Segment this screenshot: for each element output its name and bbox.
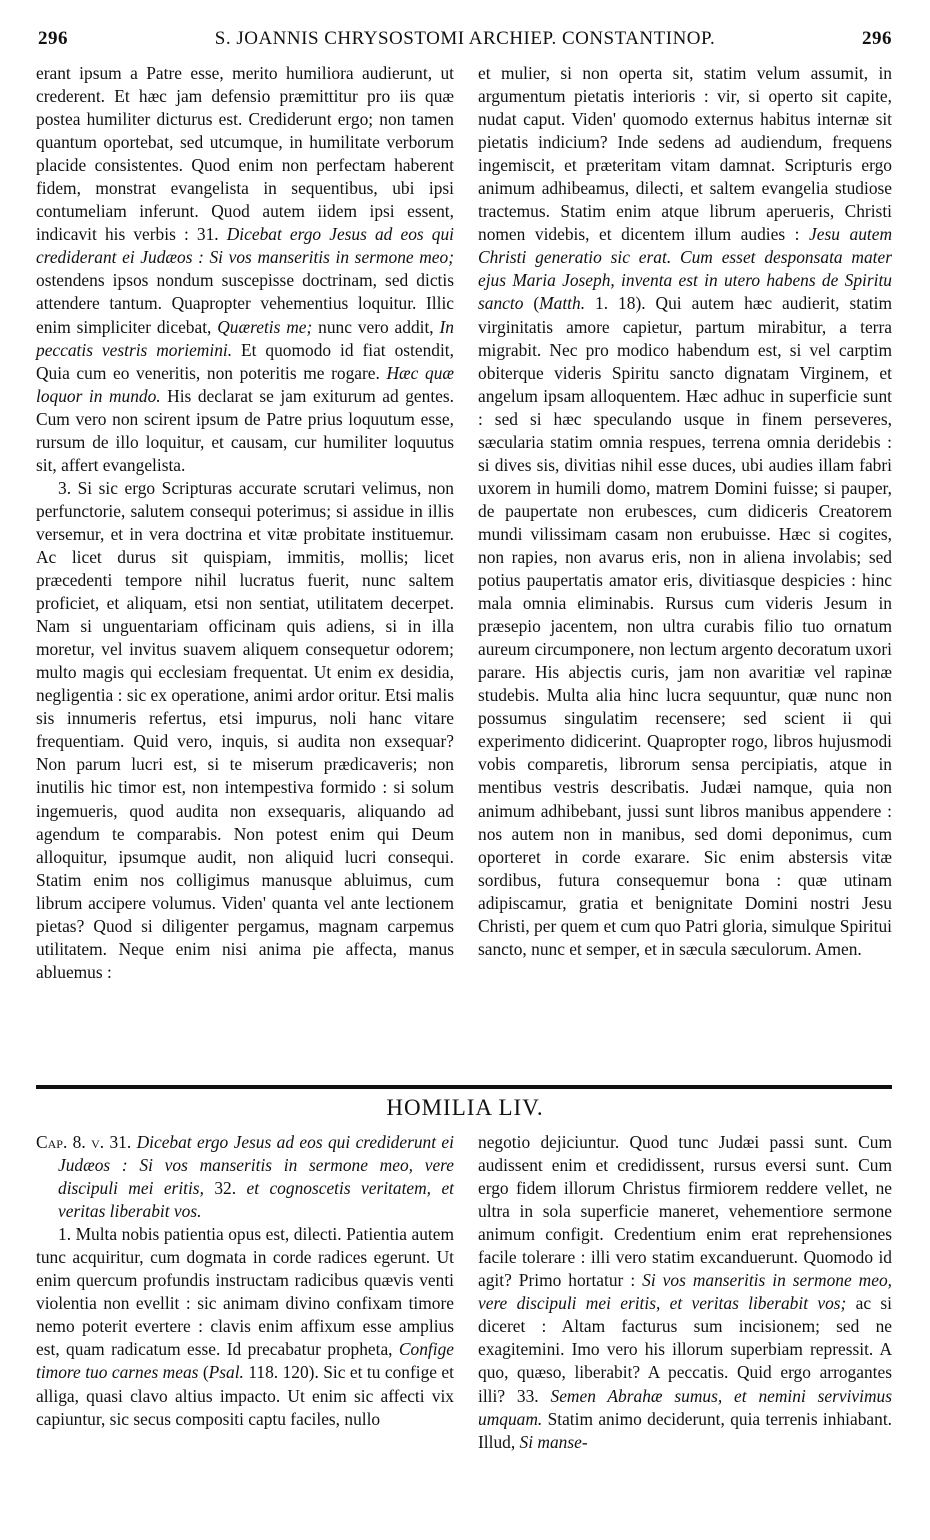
italic-text-run: Semen Abrahæ sumus, et nemini servivimus umquam. — [478, 1385, 893, 1429]
italic-text-run: Dicebat ergo Jesus ad eos qui crediderant ei Judæos : Si vos manseritis in sermone meo; — [36, 224, 454, 268]
italic-text-run: Psal. — [208, 1362, 244, 1383]
text-run: 1. Multa nobis patientia opus est, dilecti. Patientia autem tunc acquiritur, cum dogmata in corde radices egerunt. Ut enim quercum profundis instructam radicibus quævis venti violentia non evellit : sic animam divino confixam timore nemo poterit evertere : clavis enim affixum esse amplius est, quam radicatum esse. Id precabatur propheta, — [36, 1224, 454, 1360]
text-run: ( — [523, 293, 540, 314]
text-run: Cap. 8. v. 31. — [36, 1132, 137, 1152]
italic-text-run: Quæretis me; — [217, 316, 313, 337]
text-run: 32. — [214, 1178, 247, 1199]
top-right-column — [478, 62, 892, 961]
italic-text-run: et cognoscetis veritatem, et veritas liberabit vos. — [58, 1178, 454, 1222]
italic-text-run: Si vos manseritis in sermone meo, vere discipuli mei eritis, et veritas liberabit vos; — [478, 1270, 893, 1314]
running-header — [38, 28, 892, 54]
bottom-right-column — [478, 1131, 892, 1454]
text-run: erant ipsum a Patre esse, merito humiliora audierunt, ut crederent. Et hæc jam defensio præmittitur pro iis quæ postea humiliter dicturus est. Crediderunt ergo; non tamen quantum oportebat, sed utcumque, in humilitate verborum placide consistentes. Quod enim non perfectam haberent fidem, monstrat evangelista in sequentibus, ubi ipsi contumeliam inferunt. Quod autem iidem ipsi essent, indicavit his verbis : 31. — [36, 63, 454, 245]
paragraph-1 — [36, 1223, 454, 1430]
paragraph-continuation-bottom-right — [478, 1131, 892, 1454]
italic-text-run: Hæc quæ loquor in mundo. — [36, 362, 454, 406]
paragraph-3: 3. Si sic ergo Scripturas accurate scrutari velimus, non perfunctorie, salutem consequi poterimus; si assidue in illis versemur, et in vera doctrina et vitæ probitate instituemur. Ac licet durus sit quispiam, immitis, mollis; licet præcedenti tempore nihil lucratus fuerit, nunc saltem proficiet, et aliquam, etsi non sentiat, utilitatem decerpet. Nam si unguentariam officinam quis adiens, si in illa moretur, vel invitus suavem aliquem consequetur odorem; multo magis qui ecclesiam frequentat. Ut enim ex desidia, negligentia : sic ex operatione, animi ardor oritur. Etsi malis sis innumeris refertus, etsi impurus, noli hanc vitare frequentiam. Quid vero, inquis, si audita non exsequar? Non parum lucri est, si te miserum prædicaveris; non inutilis hic timor est, non intempestiva formido : si solum ingemueris, quod audita non exsequaris, aliquando ad agendum te comparabis. Non potest enim qui Deum alloquitur, ipsumque audit, non aliquid lucri consequi. Statim enim nos colligimus manusque abluimus, cum librum accipere volumus. Viden' quanta vel ante lectionem pietas? Quod si diligenter pergamus, magnam carpemus utilitatem. Neque enim nisi anima pie affecta, manus abluemus : — [36, 477, 454, 982]
paragraph-continuation-right — [478, 62, 892, 961]
text-run: 118. 120). Sic et tu confige et alliga, quasi clavo altius impacto. Ut enim sic affecti vix capiuntur, sic secus compositi captu faciles, nullo — [36, 1362, 454, 1429]
page-number-left: 296 — [38, 28, 68, 49]
italic-text-run: Matth. — [539, 293, 586, 314]
text-run: His declarat se jam exiturum ad gentes. Cum vero non scirent ipsum de Patre prius loquutum esse, rursum de illo loquitur, et causam, cur humiliter loquutus sit, affert evangelista. — [36, 385, 454, 475]
text-run: negotio dejiciuntur. Quod tunc Judæi passi sunt. Cum audissent enim et credidissent, rursus eversi sunt. Cum ergo fidem illorum Christus firmiorem reddere vellet, ne ultra in sola superficie maneret, vehementiore sermone animum configit. Credentium enim erat reprehensiones facile tolerare : illi vero statim excanduerunt. Quomodo id agit? Primo hortatur : — [478, 1132, 892, 1291]
scripture-lemma — [36, 1131, 454, 1223]
section-divider-rule — [36, 1085, 892, 1089]
page-number-right: 296 — [862, 28, 892, 49]
text-run: et mulier, si non operta sit, statim velum assumit, in argumentum pietatis interioris : vir, si operto sit capite, nudat caput. Viden' quomodo externus habitus internæ sit pietatis indicium? Inde sedens ad audiendum, frequens ingemiscit, et præteritam vitam damnat. Scripturis ergo animum adhibeamus, dilecti, et saltem evangelia studiose tractemus. Statim enim atque librum aperueris, Christi nomen videbis, et dicentem illum audies : — [478, 63, 892, 245]
paragraph-continuation — [36, 62, 454, 477]
italic-text-run: Confige timore tuo carnes meas — [36, 1339, 454, 1383]
top-left-column — [36, 62, 454, 984]
text-run: 1. 18). Qui autem hæc audierit, statim virginitatis amore capietur, partum mirabitur, a terra migrabit. Nec pro modico habendum est, si vel carptim obiterque videris Spiritu sancto dignatam Virginem, et angelum ipsam alloquentem. Hæc adhuc in superficie sunt : sed si hæc speculando usque in finem perseveres, sæcularia statim omnia respues, terrena omnia deridebis : si dives sis, divitias nihil esse duces, ubi audies illam fabri uxorem in humili domo, matrem Domini fuisse; si pauper, de paupertate non erubesces, cum didiceris Creatorem mundi vilissimam casam non erubuisse. Hæc si cogites, non rapies, non avarus eris, non in aliena involabis; sed potius paupertatis amator eris, divitiasque despicies : hinc mala omnia eliminabis. Rursus cum videris Jesum in præsepio jacentem, non ultra curabis filio tuo ornatum aureum circumponere, non lectum argento decoratum uxori parare. His abjectis curis, jam non avaritiæ vel rapinæ studebis. Multa alia hinc lucra sequuntur, quæ nunc non possumus singulatim recensere; sed scient ii qui experimento didicerint. Quapropter rogo, libros hujusmodi vobis comparetis, librorum sensa percipiatis, atque in mentibus vestris describatis. Judæi namque, quia non animum adhibebant, jussi sunt libros manibus appendere : nos autem non in manibus, sed domi deponimus, cum oporteret in corde exarare. Sic enim abstersis vitæ sordibus, futura consequemur bona : quæ utinam adipiscamur, gratia et benignitate Domini nostri Jesu Christi, per quem et cum quo Patri gloria, simulque Spiritui sancto, nunc et semper, et in sæcula sæculorum. Amen. — [478, 293, 892, 959]
running-title: S. JOANNIS CHRYSOSTOMI ARCHIEP. CONSTANTINOP. — [214, 28, 716, 49]
italic-text-run: Si manse- — [519, 1431, 588, 1452]
text-run: Statim animo deciderunt, quia terrenis inhiabant. Illud, — [478, 1408, 892, 1452]
italic-text-run: Jesu autem Christi generatio sic erat. Cum esset desponsata mater ejus Maria Joseph, inventa est in utero habens de Spiritu sancto — [478, 224, 892, 314]
text-run: ac si diceret : Altam facturus sum incisionem; sed ne exagitemini. Imo vero his illorum superbiam repressit. A quo, quæso, liberabit? A peccatis. Quid ergo arrogantes illi? 33. — [478, 1293, 893, 1406]
text-run: ostendens ipsos nondum suscepisse doctrinam, sed dictis attendere tantum. Quapropter vehementius loquitur. Illic enim simpliciter dicebat, — [36, 270, 454, 337]
text-run: ( — [198, 1362, 209, 1383]
italic-text-run: Dicebat ergo Jesus ad eos qui crediderunt ei Judæos : Si vos manseritis in sermone meo, vere discipuli mei eritis, — [58, 1132, 454, 1199]
italic-text-run: In peccatis vestris moriemini. — [36, 316, 454, 360]
bottom-left-column — [36, 1131, 454, 1431]
homily-title: HOMILIA LIV. — [386, 1095, 544, 1120]
text-run: nunc vero addit, — [312, 316, 440, 337]
text-run: Et quomodo id fiat ostendit, Quia cum eo veneritis, non poteritis me rogare. — [36, 339, 454, 383]
